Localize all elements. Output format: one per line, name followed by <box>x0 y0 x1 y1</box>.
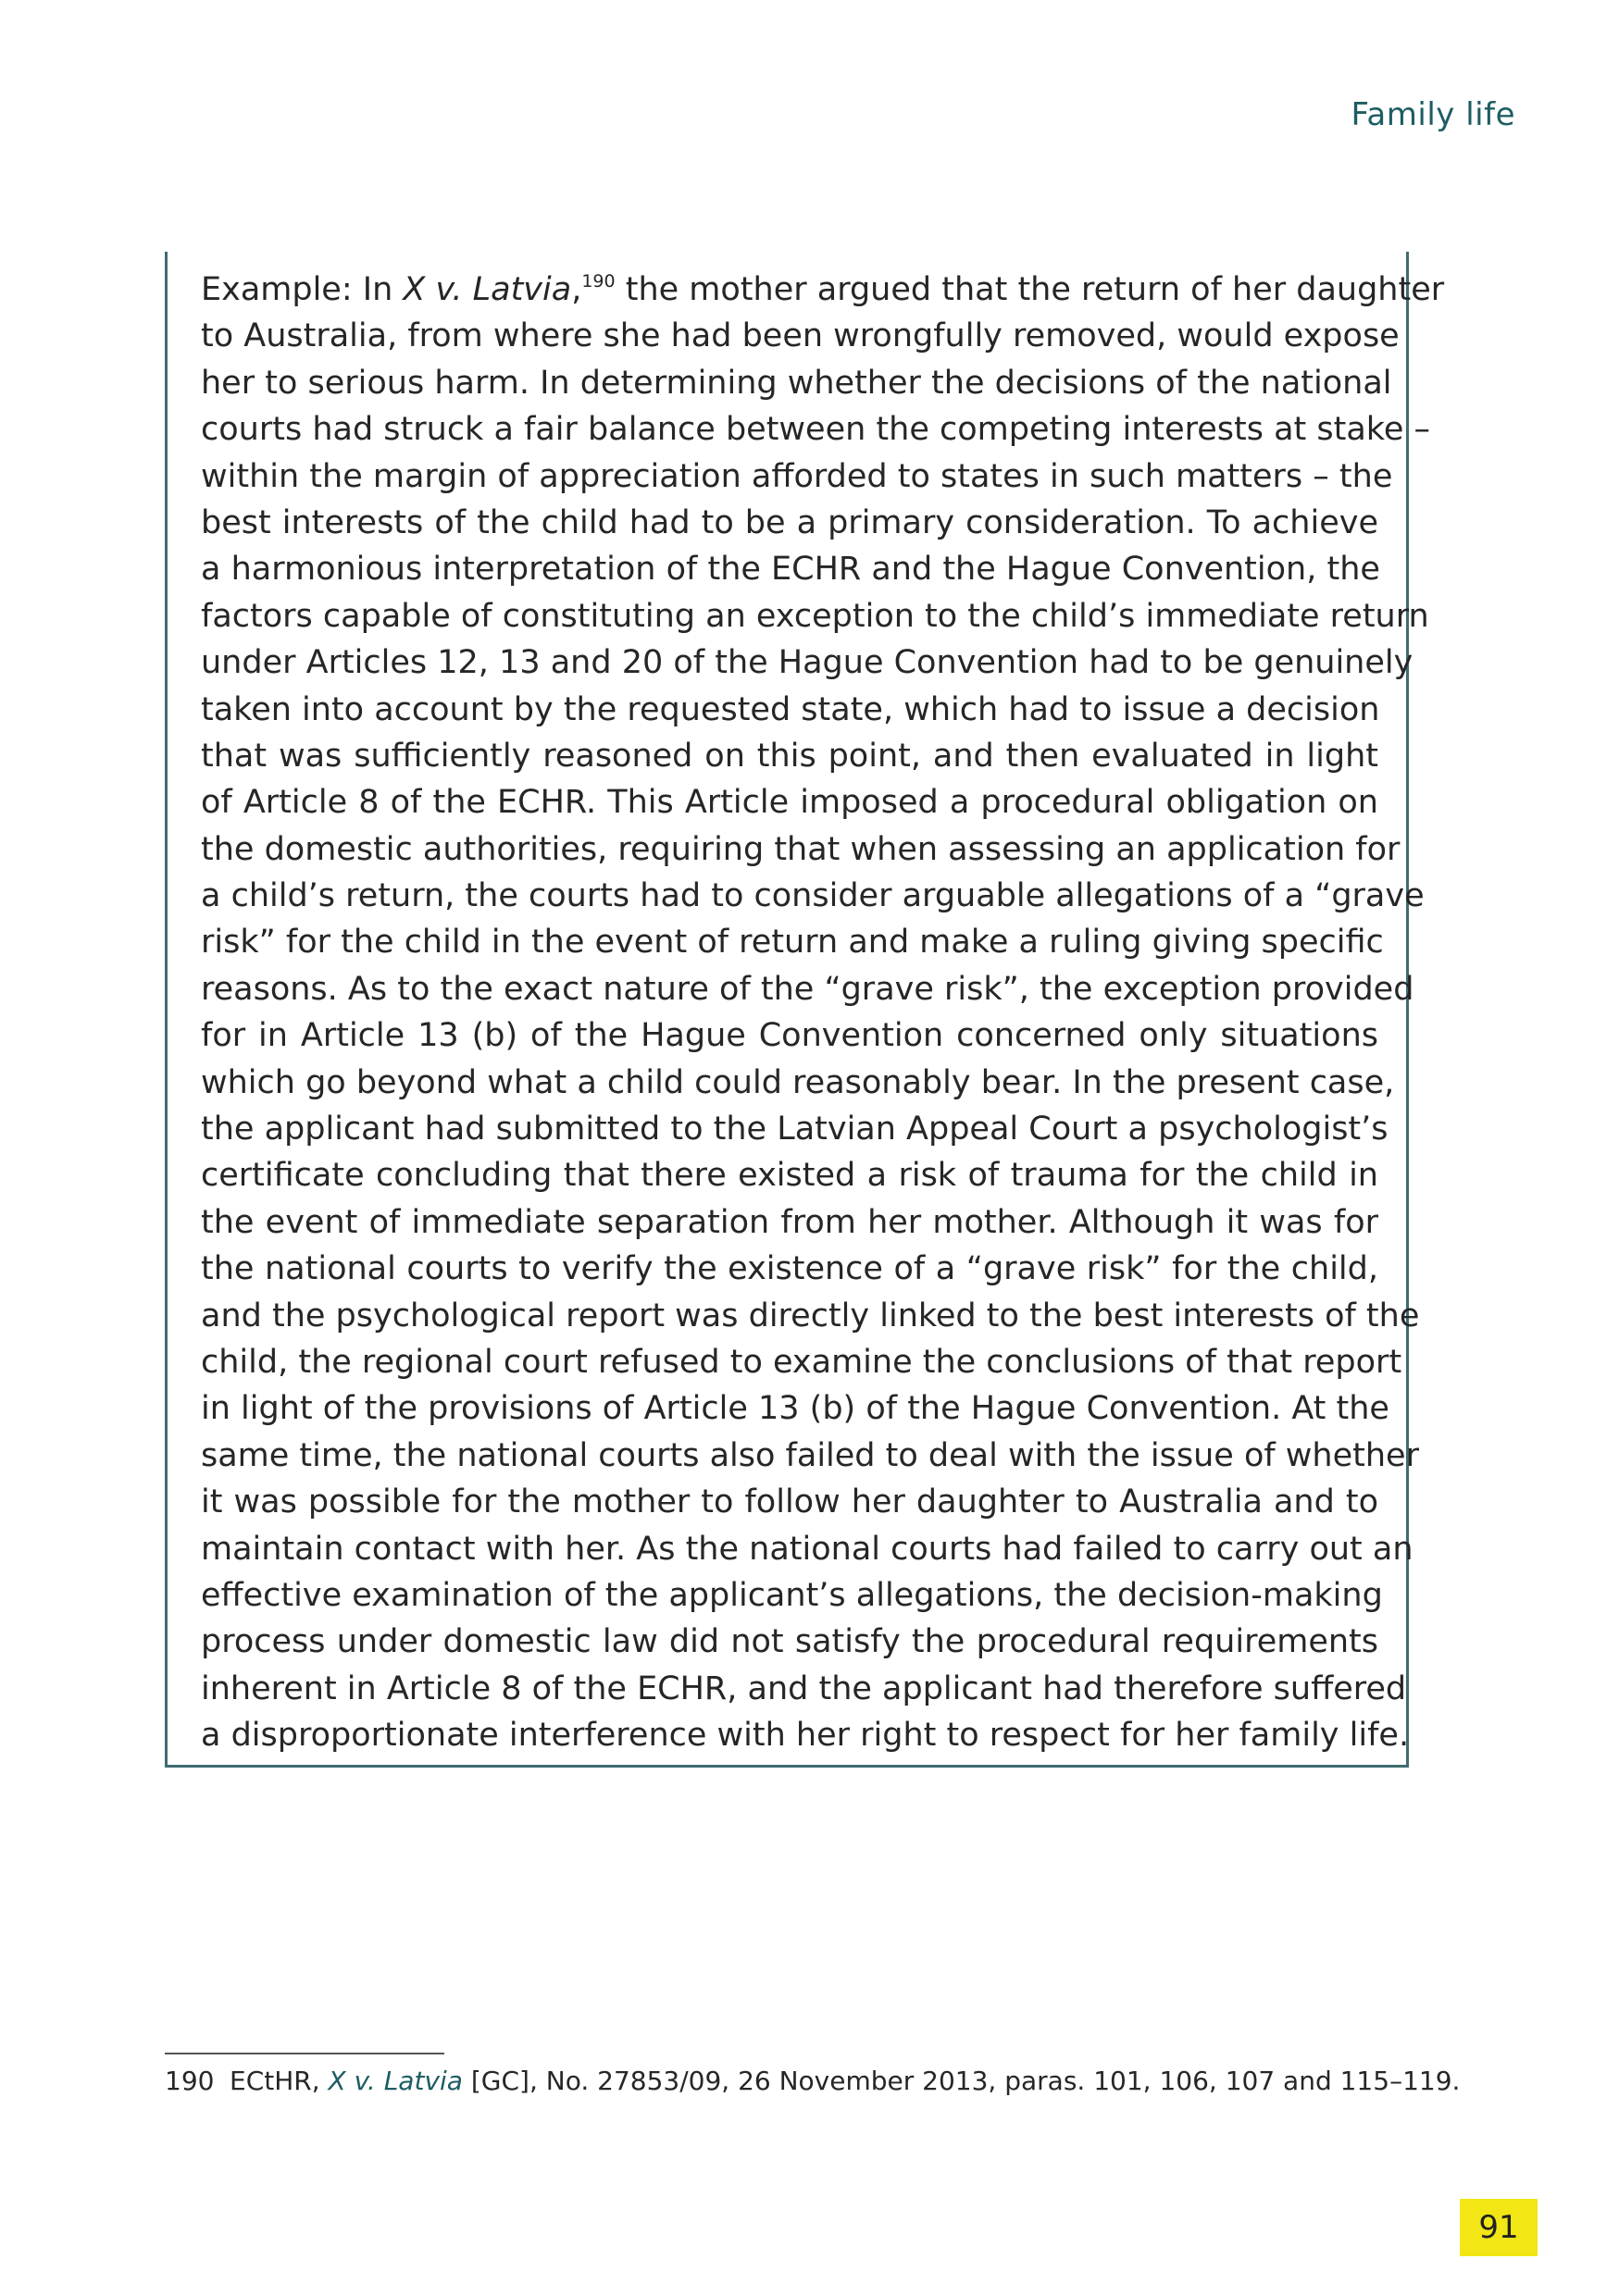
example-line: best interests of the child had to be a primary consideration. To achieve <box>201 503 1378 541</box>
example-line: certificate concluding that there existed a risk of trauma for the child in <box>201 1157 1378 1195</box>
example-line: it was possible for the mother to follow her daughter to Australia and to <box>201 1483 1378 1521</box>
example-line: of Article 8 of the ECHR. This Article imposed a procedural obligation on <box>201 784 1378 822</box>
footnote-case-link[interactable]: X v. Latvia <box>328 2066 463 2096</box>
footnote-reference[interactable]: 190 <box>581 271 616 292</box>
footnote-court: ECtHR, <box>230 2066 329 2096</box>
example-line: a disproportionate interference with her right to respect for her family life. <box>201 1717 1410 1755</box>
example-line: factors capable of constituting an exception to the child’s immediate return <box>201 597 1429 635</box>
example-line: child, the regional court refused to examine the conclusions of that report <box>201 1343 1402 1381</box>
example-text <box>201 267 1445 1759</box>
page-number-badge <box>1460 2199 1538 2256</box>
example-line: taken into account by the requested state, which had to issue a decision <box>201 690 1380 728</box>
example-line: effective examination of the applicant’s allegations, the decision-making <box>201 1576 1383 1614</box>
example-line: which go beyond what a child could reasonably bear. In the present case, <box>201 1063 1395 1101</box>
footnote-details: [GC], No. 27853/09, 26 November 2013, paras. 101, 106, 107 and 115–119. <box>462 2066 1461 2096</box>
example-line: a child’s return, the courts had to consider arguable allegations of a “grave <box>201 877 1425 915</box>
running-head: Family life <box>1351 96 1515 133</box>
example-line: that was sufficiently reasoned on this point, and then evaluated in light <box>201 737 1378 775</box>
example-line: courts had struck a fair balance between the competing interests at stake – <box>201 411 1430 449</box>
example-line: the applicant had submitted to the Latvian Appeal Court a psychologist’s <box>201 1111 1389 1148</box>
footnote-separator <box>165 2053 444 2054</box>
footnote-190 <box>165 2066 1460 2096</box>
example-line: risk” for the child in the event of return and make a ruling giving specific <box>201 924 1384 962</box>
example-line: under Articles 12, 13 and 20 of the Hague Convention had to be genuinely <box>201 644 1414 682</box>
example-line: the domestic authorities, requiring that when assessing an application for <box>201 830 1401 868</box>
example-label: Example: In <box>201 271 404 308</box>
example-line: maintain contact with her. As the national courts had failed to carry out an <box>201 1530 1414 1568</box>
example-box <box>165 252 1445 1768</box>
example-line: the event of immediate separation from her mother. Although it was for <box>201 1203 1378 1241</box>
page-number: 91 <box>1478 2209 1519 2246</box>
case-name: X v. Latvia <box>403 271 572 308</box>
first-line-text: the mother argued that the return of her daughter <box>615 271 1445 308</box>
example-line: to Australia, from where she had been wrongfully removed, would expose <box>201 317 1400 355</box>
example-line: for in Article 13 (b) of the Hague Convention concerned only situations <box>201 1017 1378 1055</box>
example-line: the national courts to verify the existence of a “grave risk” for the child, <box>201 1250 1378 1288</box>
footnote-number: 190 <box>165 2066 215 2096</box>
example-line: reasons. As to the exact nature of the “grave risk”, the exception provided <box>201 970 1414 1008</box>
example-first-line <box>201 267 1445 313</box>
example-line: her to serious harm. In determining whether the decisions of the national <box>201 364 1392 402</box>
example-line: and the psychological report was directly linked to the best interests of the <box>201 1297 1420 1334</box>
example-line: inherent in Article 8 of the ECHR, and the applicant had therefore suffered <box>201 1669 1407 1707</box>
case-suffix: , <box>571 271 582 308</box>
example-line: within the margin of appreciation afforded to states in such matters – the <box>201 457 1393 495</box>
example-line: process under domestic law did not satisfy the procedural requirements <box>201 1623 1378 1661</box>
example-line: in light of the provisions of Article 13 (b) of the Hague Convention. At the <box>201 1390 1389 1428</box>
example-line: a harmonious interpretation of the ECHR and the Hague Convention, the <box>201 551 1380 589</box>
example-line: same time, the national courts also failed to deal with the issue of whether <box>201 1436 1419 1474</box>
